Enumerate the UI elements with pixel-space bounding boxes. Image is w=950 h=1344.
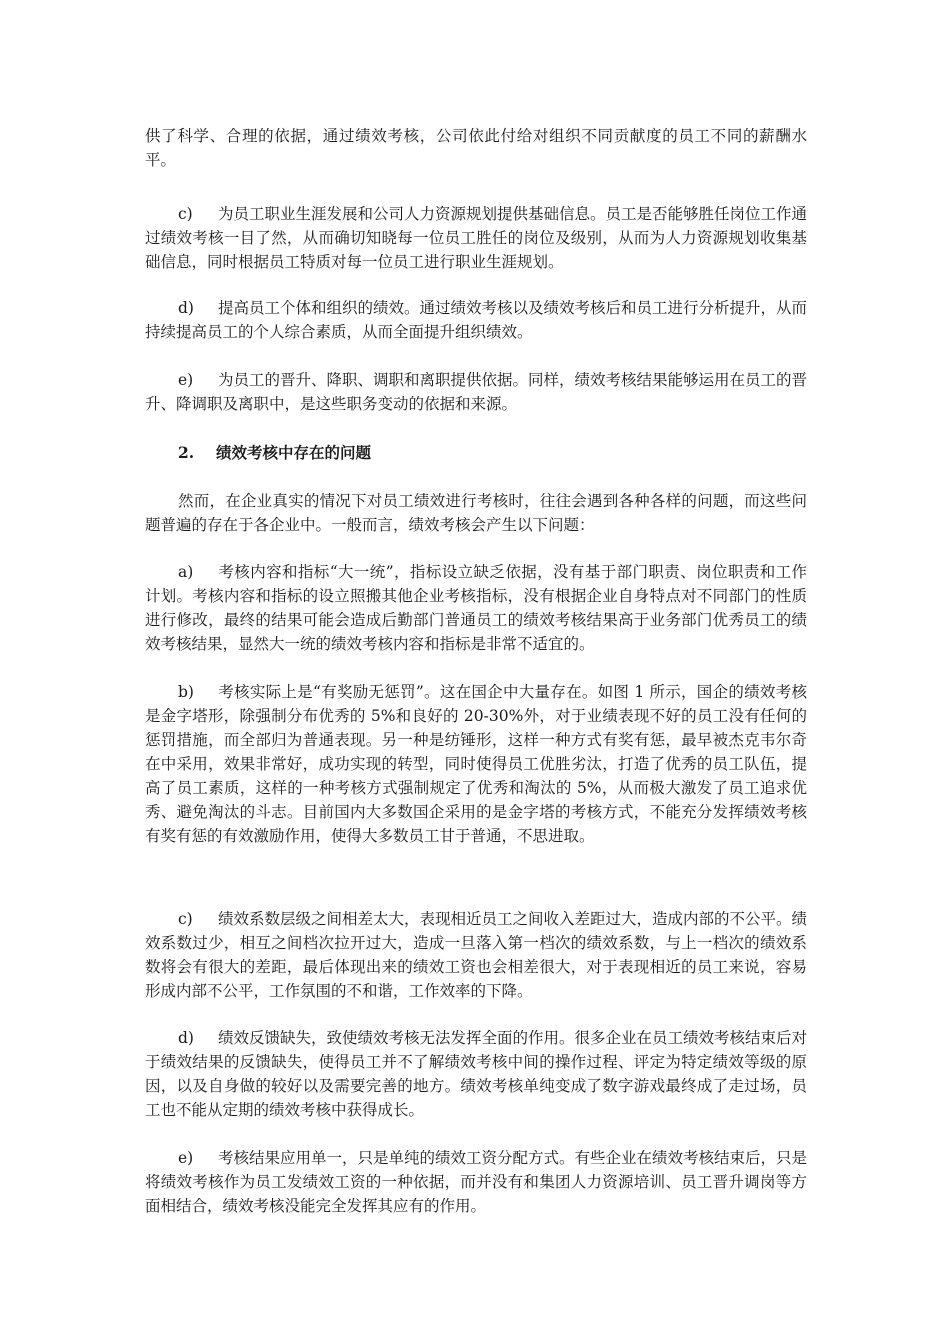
- list-marker: b): [178, 683, 194, 701]
- list-marker: d): [178, 1029, 194, 1047]
- list-marker: c): [178, 205, 193, 223]
- paragraph-text: 然而，在企业真实的情况下对员工绩效进行考核时，往往会遇到各种各样的问题，而这些问题普遍的存在于各企业中。一般而言，绩效考核会产生以下问题：: [145, 492, 807, 534]
- paragraph-text: 考核结果应用单一，只是单纯的绩效工资分配方式。有些企业在绩效考核结束后，只是将绩效考核作为员工发绩效工资的一种依据，而并没有和集团人力资源培训、员工晋升调岗等方面相结合，绩效考核没能完全发挥其应有的作用。: [145, 1149, 808, 1215]
- list-marker: d): [178, 299, 194, 317]
- list-marker: a): [178, 563, 194, 581]
- paragraph-text: 考核实际上是“有奖励无惩罚”。这在国企中大量存在。如图 1 所示，国企的绩效考核是金字塔形，除强制分布优秀的 5%和良好的 20-30%外，对于业绩表现不好的员工没有任何的惩罚措施，而全部归为普通表现。另一种是纺锤形，这样一种方式有奖有惩，最早被杰克韦尔奇在中采用，效果非常好，成功实现的转型，同时使得员工优胜劣汰，打造了优秀的员工队伍，提高了员工素质，这样的一种考核方式强制规定了优秀和淘汰的 5%，从而极大激发了员工追求优秀、避免淘汰的斗志。目前国内大多数国企采用的是金字塔的考核方式，不能充分发挥绩效考核有奖有惩的有效激励作用，使得大多数员工甘于普通，不思进取。: [145, 683, 807, 845]
- paragraph-item-c-coefficient: [145, 907, 807, 1003]
- list-marker: e): [178, 371, 194, 389]
- paragraph-item-b-reward: [145, 680, 807, 848]
- paragraph-intro-problems: [145, 489, 807, 537]
- section-title: 绩效考核中存在的问题: [216, 443, 372, 462]
- list-marker: e): [178, 1149, 194, 1167]
- paragraph-text: 绩效反馈缺失，致使绩效考核无法发挥全面的作用。很多企业在员工绩效考核结束后对于绩效结果的反馈缺失，使得员工并不了解绩效考核中间的操作过程、评定为特定绩效等级的原因，以及自身做的较好以及需要完善的地方。绩效考核单纯变成了数字游戏最终成了走过场，员工也不能从定期的绩效考核中获得成长。: [145, 1029, 808, 1119]
- paragraph-text: 为员工职业生涯发展和公司人力资源规划提供基础信息。员工是否能够胜任岗位工作通过绩效考核一目了然，从而确切知晓每一位员工胜任的岗位及级别，从而为人力资源规划收集基础信息，同时根据员工特质对每一位员工进行职业生涯规划。: [145, 205, 808, 271]
- paragraph-salary-basis: [145, 124, 807, 172]
- paragraph-item-a-uniform: [145, 560, 807, 656]
- paragraph-item-e-application: [145, 1146, 807, 1218]
- paragraph-item-e-promotion: [145, 368, 807, 416]
- paragraph-text: 供了科学、合理的依据，通过绩效考核，公司依此付给对组织不同贡献度的员工不同的薪酬水平。: [145, 127, 807, 169]
- paragraph-item-d-performance: [145, 296, 807, 344]
- paragraph-text: 考核内容和指标“大一统”，指标设立缺乏依据，没有基于部门职责、岗位职责和工作计划。考核内容和指标的设立照搬其他企业考核指标，没有根据企业自身特点对不同部门的性质进行修改，最终的结果可能会造成后勤部门普通员工的绩效考核结果高于业务部门优秀员工的绩效考核结果，显然大一统的绩效考核内容和指标是非常不适宜的。: [145, 563, 807, 653]
- paragraph-item-c-career: [145, 202, 807, 274]
- paragraph-text: 提高员工个体和组织的绩效。通过绩效考核以及绩效考核后和员工进行分析提升，从而持续提高员工的个人综合素质，从而全面提升组织绩效。: [145, 299, 808, 341]
- paragraph-item-d-feedback: [145, 1026, 807, 1122]
- section-heading: [178, 441, 778, 465]
- paragraph-text: 为员工的晋升、降职、调职和离职提供依据。同样，绩效考核结果能够运用在员工的晋升、降调职及离职中，是这些职务变动的依据和来源。: [145, 371, 808, 413]
- list-marker: c): [178, 910, 193, 928]
- paragraph-text: 绩效系数层级之间相差太大，表现相近员工之间收入差距过大，造成内部的不公平。绩效系数过少，相互之间档次拉开过大，造成一旦落入第一档次的绩效系数，与上一档次的绩效系数将会有很大的差距，最后体现出来的绩效工资也会相差很大，对于表现相近的员工来说，容易形成内部不公平，工作氛围的不和谐，工作效率的下降。: [145, 910, 808, 1000]
- section-number: 2.: [178, 443, 195, 462]
